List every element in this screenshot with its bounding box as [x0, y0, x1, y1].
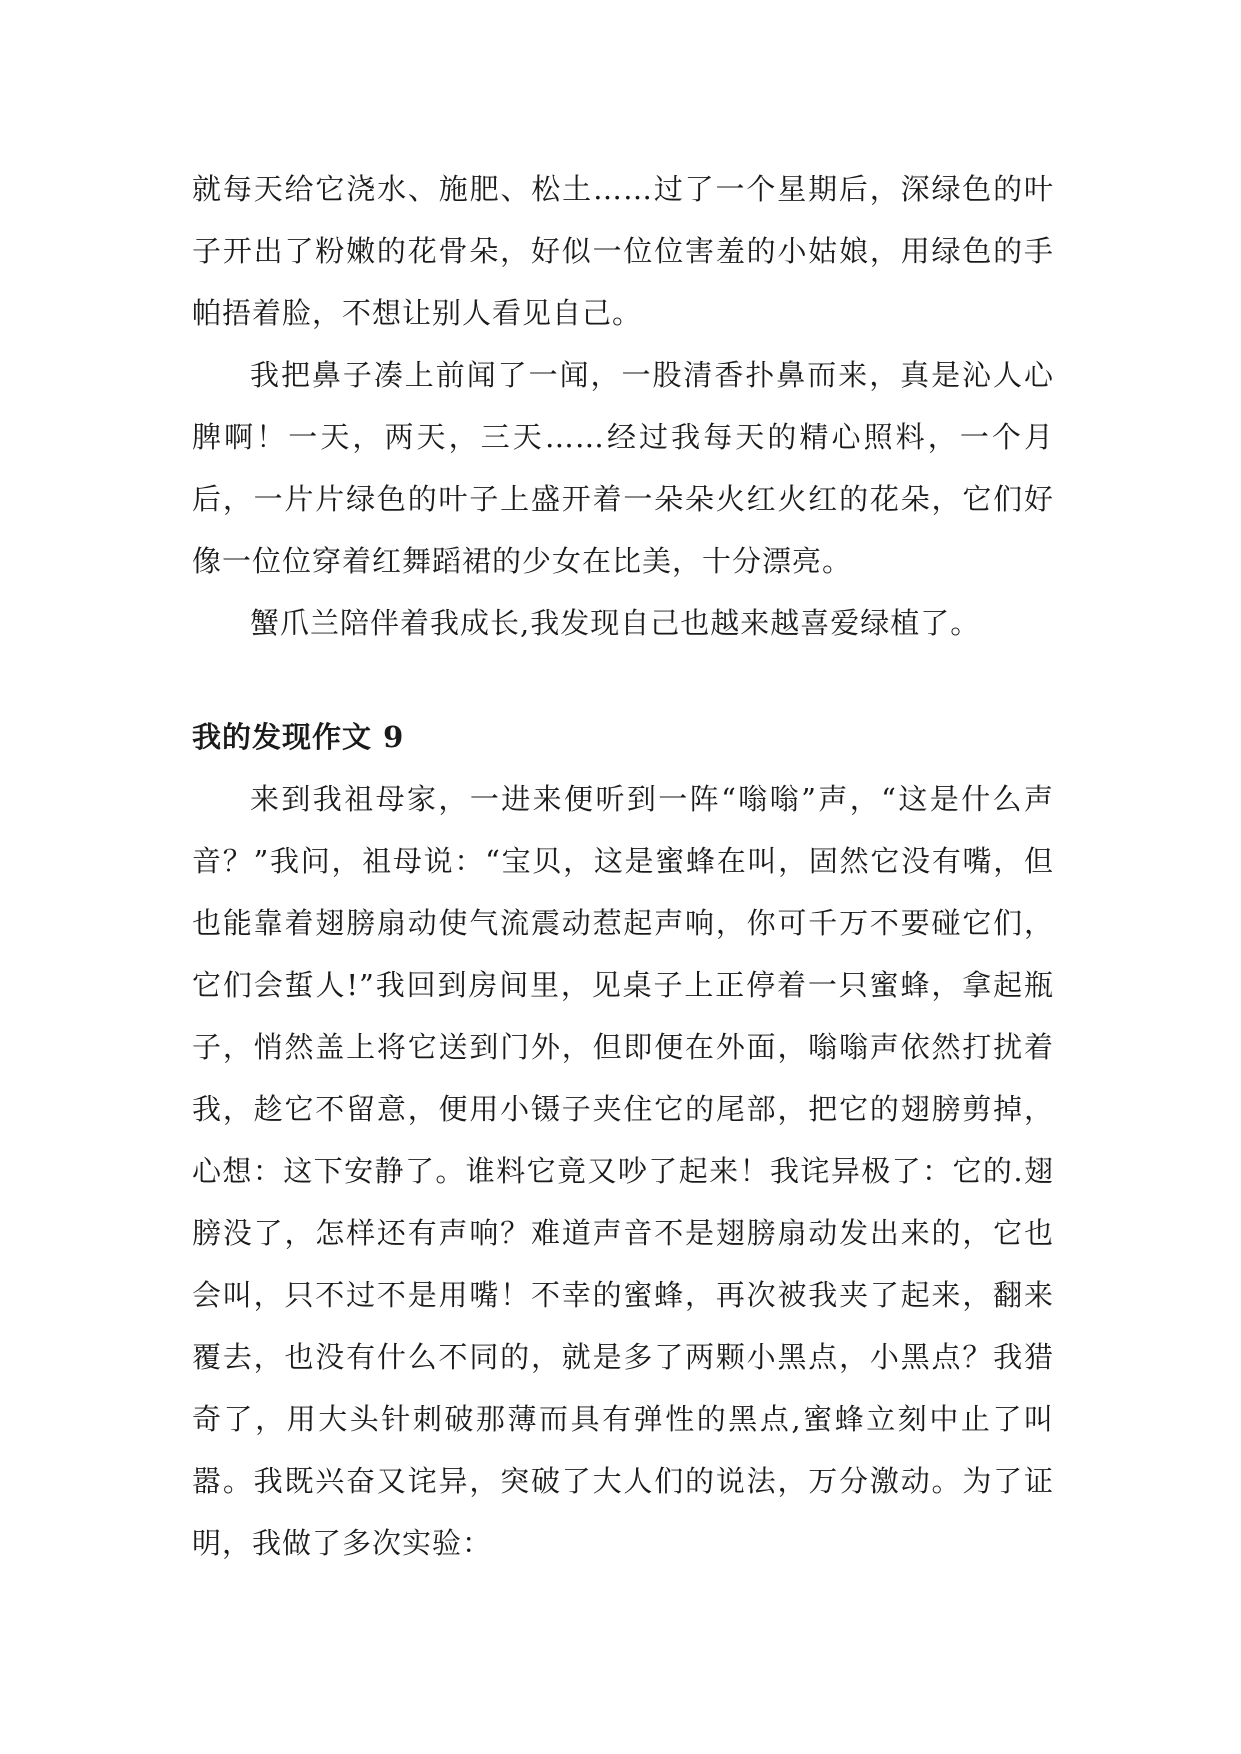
document-page: [192, 158, 1054, 1574]
paragraph: 来到我祖母家，一进来便听到一阵“嗡嗡”声，“这是什么声音？”我问，祖母说：“宝贝，这是蜜蜂在叫，固然它没有嘴，但也能靠着翅膀扇动使气流震动惹起声响，你可千万不要碰它们，它们会蜇人!”我回到房间里，见桌子上正停着一只蜜蜂，拿起瓶子，悄然盖上将它送到门外，但即便在外面，嗡嗡声依然打扰着我，趁它不留意，便用小镊子夹住它的尾部，把它的翅膀剪掉，心想：这下安静了。谁料它竟又吵了起来！我诧异极了：它的.翅膀没了，怎样还有声响？难道声音不是翅膀扇动发出来的，它也会叫，只不过不是用嘴！不幸的蜜蜂，再次被我夹了起来，翻来覆去，也没有什么不同的，就是多了两颗小黑点，小黑点？我猎奇了，用大头针刺破那薄而具有弹性的黑点,蜜蜂立刻中止了叫嚣。我既兴奋又诧异，突破了大人们的说法，万分激动。为了证明，我做了多次实验：: [192, 782, 1054, 1560]
paragraph-continuation: 就每天给它浇水、施肥、松土……过了一个星期后，深绿色的叶子开出了粉嫩的花骨朵，好似一位位害羞的小姑娘，用绿色的手帕捂着脸，不想让别人看见自己。: [192, 172, 1054, 330]
essay-heading: 我的发现作文 9: [192, 720, 405, 754]
paragraph: 蟹爪兰陪伴着我成长,我发现自己也越来越喜爱绿植了。: [250, 606, 981, 640]
paragraph: 我把鼻子凑上前闻了一闻，一股清香扑鼻而来，真是沁人心脾啊！一天，两天，三天……经过我每天的精心照料，一个月后，一片片绿色的叶子上盛开着一朵朵火红火红的花朵，它们好像一位位穿着红舞蹈裙的少女在比美，十分漂亮。: [192, 358, 1054, 578]
